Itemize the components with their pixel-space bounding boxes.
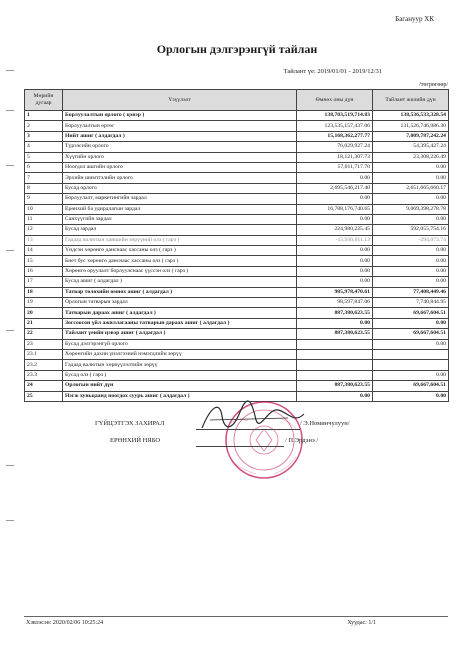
footer-divider [24, 616, 448, 617]
row-current-year [373, 360, 449, 370]
table-row [25, 173, 449, 183]
row-previous-year: 0.00 [297, 318, 373, 328]
scan-margin-mark [6, 110, 14, 111]
row-number: 13 [25, 235, 63, 245]
row-previous-year: 887,380,623.55 [297, 381, 373, 391]
director-signature-line [196, 429, 300, 430]
scan-margin-mark [6, 465, 14, 466]
row-number: 21 [25, 318, 63, 328]
row-label: Хүүгийн орлого [63, 152, 297, 162]
row-current-year: 0.00 [373, 194, 449, 204]
row-label: Нэгж хувьцаанд ноогдох суурь ашиг ( алдагдал ) [63, 391, 297, 401]
row-current-year: 138,536,533,328.54 [373, 111, 449, 121]
table-row [25, 225, 449, 235]
row-number: 2 [25, 121, 63, 131]
scan-margin-mark [6, 520, 14, 521]
row-number: 25 [25, 391, 63, 401]
row-current-year: 69,667,604.51 [373, 329, 449, 339]
row-label: Борлуулалтын өртөг [63, 121, 297, 131]
row-label: Гадаад валютын хөрвүүлэлтийн зөрүү [63, 360, 297, 370]
table-row [25, 308, 449, 318]
row-previous-year: 138,703,519,714.83 [297, 111, 373, 121]
table-row [25, 162, 449, 172]
table-row [25, 318, 449, 328]
row-previous-year [297, 360, 373, 370]
director-title: ГҮЙЦЭТГЭХ ЗАХИРАЛ [95, 420, 165, 427]
table-row [25, 183, 449, 193]
row-label: Үндсэн хөрөнгө данснаас хассаны олз ( гарз ) [63, 246, 297, 256]
row-current-year: 0.00 [373, 173, 449, 183]
row-previous-year: 887,380,623.55 [297, 329, 373, 339]
row-number: 7 [25, 173, 63, 183]
row-current-year: 0.00 [373, 162, 449, 172]
table-row [25, 329, 449, 339]
row-number: 20 [25, 308, 63, 318]
row-previous-year: 0.00 [297, 391, 373, 401]
row-label: Гадаад валютын ханшийн зөрүүний олз ( гарз ) [63, 235, 297, 245]
row-label: Бусад орлого [63, 183, 297, 193]
row-label: Хөрөнгө оруулалт борлуулснаас үүссэн олз ( гарз ) [63, 266, 297, 276]
table-row [25, 266, 449, 276]
row-current-year: 0.00 [373, 339, 449, 349]
row-number: 14 [25, 246, 63, 256]
row-previous-year: 0.00 [297, 277, 373, 287]
company-name: Багануур ХК [395, 15, 434, 23]
row-previous-year: 2,695,546,217.40 [297, 183, 373, 193]
row-label: Нийт ашиг ( алдагдал ) [63, 131, 297, 141]
print-timestamp: Хэвлэсэн: 2020/02/06 10:25:24 [26, 620, 104, 626]
row-label: Татвар төлөхийн өмнөх ашиг ( алдагдал ) [63, 287, 297, 297]
row-current-year: 0.00 [373, 214, 449, 224]
row-number: 23 [25, 339, 63, 349]
row-number: 3 [25, 131, 63, 141]
row-current-year: 0.00 [373, 277, 449, 287]
row-label: Ерөнхий ба удирдлагын зардал [63, 204, 297, 214]
table-row [25, 349, 449, 359]
row-previous-year: 0.00 [297, 214, 373, 224]
column-header-previous-year: Өмнөх оны дүн [297, 90, 373, 111]
report-title: Орлогын дэлгэрэнгүй тайлан [156, 42, 318, 56]
accountant-name: / П.Эрдэнэ / [285, 437, 319, 444]
director-name: / Э.Номинчулуун/ [300, 420, 350, 427]
row-number: 18 [25, 287, 63, 297]
row-label: Татварын дараах ашиг ( алдагдал ) [63, 308, 297, 318]
row-previous-year: 224,980,225.45 [297, 225, 373, 235]
scan-margin-mark [6, 250, 14, 251]
row-label: Борлуулалтын орлого ( цэвэр ) [63, 111, 297, 121]
scan-margin-mark [6, 165, 14, 166]
row-label: Борлуулалт, маркетингийн зардал [63, 194, 297, 204]
row-label: Орлогын татварын зардал [63, 298, 297, 308]
table-row [25, 360, 449, 370]
row-current-year: 2,651,665,660.17 [373, 183, 449, 193]
scan-margin-mark [6, 330, 14, 331]
row-label: Хөрөнгийн дахин үнэлгээний нэмэгдлийн зөрүү [63, 349, 297, 359]
table-row [25, 339, 449, 349]
table-row [25, 298, 449, 308]
row-current-year [373, 349, 449, 359]
row-number: 22 [25, 329, 63, 339]
scan-margin-mark [6, 70, 14, 71]
row-current-year: 0.00 [373, 318, 449, 328]
row-label: Ноогдол ашгийн орлого [63, 162, 297, 172]
row-current-year: 0.00 [373, 246, 449, 256]
income-statement-table [24, 89, 449, 402]
row-current-year: 7,740,844.95 [373, 298, 449, 308]
row-previous-year: 18,121,307.73 [297, 152, 373, 162]
row-number: 6 [25, 162, 63, 172]
table-row [25, 256, 449, 266]
row-current-year: 592,055,754.16 [373, 225, 449, 235]
row-previous-year: 0.00 [297, 256, 373, 266]
row-label: Бусад зардал [63, 225, 297, 235]
report-period: Тайлант үе: 2019/01/01 - 2019/12/31 [283, 68, 382, 75]
row-current-year: 77,408,449.46 [373, 287, 449, 297]
row-number: 12 [25, 225, 63, 235]
row-number: 4 [25, 142, 63, 152]
row-label: Зогсоосон үйл ажиллагааны татварын дараах ашиг ( алдагдал ) [63, 318, 297, 328]
column-header-no: Мөрийн дугаар [25, 90, 63, 111]
row-number: 23.2 [25, 360, 63, 370]
table-row [25, 121, 449, 131]
row-number: 23.3 [25, 370, 63, 380]
table-row [25, 142, 449, 152]
row-previous-year [297, 370, 373, 380]
row-current-year: -294,073.74 [373, 235, 449, 245]
row-number: 8 [25, 183, 63, 193]
row-current-year: 23,308,226.49 [373, 152, 449, 162]
row-previous-year: 123,535,157,437.06 [297, 121, 373, 131]
row-previous-year: -15,936,011.13 [297, 235, 373, 245]
row-label: Бусад ашиг ( алдагдал ) [63, 277, 297, 287]
row-current-year: 0.00 [373, 370, 449, 380]
row-label: Бусад олз ( гарз ) [63, 370, 297, 380]
row-previous-year: 98,597,847.06 [297, 298, 373, 308]
row-previous-year: 985,978,470.61 [297, 287, 373, 297]
row-current-year: 0.00 [373, 256, 449, 266]
currency-unit: /төгрөгөөр/ [419, 82, 448, 88]
row-current-year: 131,526,746,086.30 [373, 121, 449, 131]
table-row [25, 131, 449, 141]
table-row [25, 370, 449, 380]
table-row [25, 381, 449, 391]
row-number: 9 [25, 194, 63, 204]
page-number: Хуудас: 1/1 [347, 620, 376, 626]
row-current-year: 54,395,427.24 [373, 142, 449, 152]
table-row [25, 194, 449, 204]
row-previous-year [297, 339, 373, 349]
row-label: Тайлант үеийн цэвэр ашиг ( алдагдал ) [63, 329, 297, 339]
row-number: 16 [25, 266, 63, 276]
table-row [25, 277, 449, 287]
signature-icon [198, 398, 308, 438]
table-row [25, 214, 449, 224]
row-current-year: 7,009,787,242.24 [373, 131, 449, 141]
row-current-year: 0.00 [373, 391, 449, 401]
row-number: 19 [25, 298, 63, 308]
column-header-indicator: Үзүүлэлт [63, 90, 297, 111]
accountant-signature-line [196, 446, 284, 447]
table-row [25, 111, 449, 121]
row-previous-year: 0.00 [297, 246, 373, 256]
row-label: Санхүүгийн зардал [63, 214, 297, 224]
row-label: Орлогын нийт дүн [63, 381, 297, 391]
row-previous-year: 887,380,623.55 [297, 308, 373, 318]
row-number: 1 [25, 111, 63, 121]
row-number: 5 [25, 152, 63, 162]
table-row [25, 246, 449, 256]
table-row [25, 235, 449, 245]
row-previous-year: 0.00 [297, 266, 373, 276]
row-number: 24 [25, 381, 63, 391]
column-header-current-year: Тайлант жилийн дүн [373, 90, 449, 111]
row-previous-year: 15,168,362,277.77 [297, 131, 373, 141]
row-label: Биет бус хөрөнгө данснаас хассаны олз ( гарз ) [63, 256, 297, 266]
table-row [25, 152, 449, 162]
row-number: 17 [25, 277, 63, 287]
row-current-year: 0.00 [373, 266, 449, 276]
table-body [25, 111, 449, 402]
row-number: 10 [25, 204, 63, 214]
row-current-year: 9,069,398,278.78 [373, 204, 449, 214]
row-label: Бусад дэлгэрэнгүй орлого [63, 339, 297, 349]
table-header-row [25, 90, 449, 111]
accountant-title: ЕРӨНХИЙ НЯБО [110, 437, 161, 444]
row-current-year: 69,667,604.51 [373, 381, 449, 391]
row-label: Эрхийн шимтгэлийн орлого [63, 173, 297, 183]
row-previous-year [297, 349, 373, 359]
row-current-year: 69,667,604.51 [373, 308, 449, 318]
row-number: 15 [25, 256, 63, 266]
row-previous-year: 0.00 [297, 173, 373, 183]
row-previous-year: 0.00 [297, 194, 373, 204]
row-number: 11 [25, 214, 63, 224]
row-previous-year: 16,788,176,740.65 [297, 204, 373, 214]
table-row [25, 204, 449, 214]
row-number: 23.1 [25, 349, 63, 359]
row-previous-year: 57,011,717.70 [297, 162, 373, 172]
row-previous-year: 76,029,927.24 [297, 142, 373, 152]
table-row [25, 287, 449, 297]
row-label: Түрээсийн орлого [63, 142, 297, 152]
